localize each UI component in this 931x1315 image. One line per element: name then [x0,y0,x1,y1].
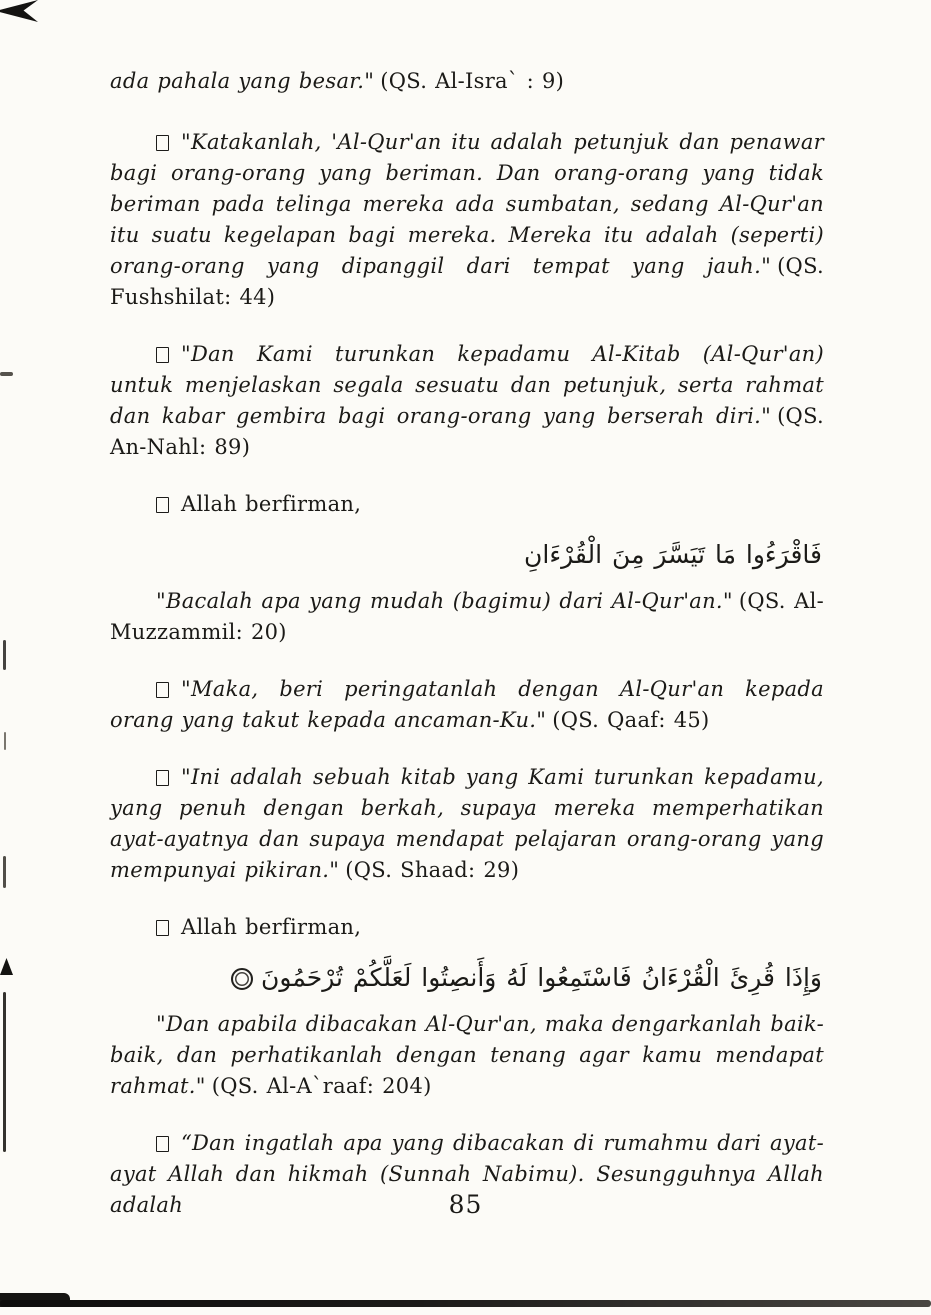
quote-paragraph-fushshilat [110,127,824,313]
quote-reference: (QS. Fushshilat: 44) [110,254,824,309]
quote-paragraph-shaad [110,762,824,886]
bullet-square-icon [156,920,169,936]
bullet-square-icon [156,770,169,786]
quote-paragraph-annahl [110,339,824,463]
quote-reference: (QS. Al-A`raaf: 204) [211,1074,432,1098]
arabic-verse-muzzammil [110,534,824,576]
bullet-square-icon [156,1136,169,1152]
page-number: 85 [448,1190,483,1219]
quote-paragraph-qaaf [110,674,824,736]
scan-artifact-tick-2 [4,732,6,750]
quote-text: "Katakanlah, 'Al-Qur'an itu adalah petunjuk dan penawar bagi orang-orang yang beriman. Dan orang-orang yang tidak beriman pada telinga mereka ada sumbatan, sedang Al-Qur'an itu suatu kegelapan bagi mereka. Mereka itu adalah (seperti) orang-orang yang dipanggil dari tempat yang jauh." [110,130,824,278]
arabic-verse-alaraaf [110,957,824,999]
quote-paragraph-muzzammil [110,586,824,648]
bullet-square-icon [156,497,169,513]
bullet-square-icon [156,135,169,151]
quote-paragraph-alaraaf [110,1009,824,1102]
scan-artifact-tick-3 [3,856,6,888]
quote-text: "Maka, beri peringatanlah dengan Al-Qur'an kepada orang yang takut kepada ancaman-Ku." [110,677,824,732]
quote-reference: (QS. Al-Isra` : 9) [380,69,565,93]
quote-reference: (QS. Qaaf: 45) [552,708,710,732]
quote-text: ada pahala yang besar." [110,69,375,93]
quote-text: "Dan apabila dibacakan Al-Qur'an, maka dengarkanlah baik-baik, dan perhatikanlah dengan tenang agar kamu mendapat rahmat." [110,1012,824,1098]
quote-reference: (QS. Al-Muzzammil: 20) [110,589,824,644]
quote-reference: (QS. An-Nahl: 89) [110,404,824,459]
quote-text: “Dan ingatlah apa yang dibacakan di rumahmu dari ayat-ayat Allah dan hikmah (Sunnah Nabimu). Sesungguhnya Allah adalah [110,1131,824,1217]
intro-allah-berfirman-2 [110,912,824,943]
intro-text: Allah berfirman, [181,492,362,516]
paragraph-opening [110,66,824,97]
arabic-text: فَاقْرَءُوا مَا تَيَسَّرَ مِنَ الْقُرْءَانِ [524,540,822,569]
quote-text: "Ini adalah sebuah kitab yang Kami turunkan kepadamu, yang penuh dengan berkah, supaya mereka memperhatikan ayat-ayatnya dan supaya mendapat pelajaran orang-orang yang mempunyai pikiran." [110,765,824,882]
scan-artifact-dash-left [0,372,13,376]
arabic-text: وَإِذَا قُرِئَ الْقُرْءَانُ فَاسْتَمِعُوا لَهُ وَأَنصِتُوا لَعَلَّكُمْ تُرْحَمُونَ [261,963,822,992]
scan-artifact-arrow-top-left-icon [0,0,38,22]
page-content [110,66,824,1247]
quote-reference: (QS. Shaad: 29) [345,858,520,882]
intro-text: Allah berfirman, [181,915,362,939]
scan-artifact-arrow-left-icon [0,958,13,975]
intro-allah-berfirman-1 [110,489,824,520]
quote-text: "Dan Kami turunkan kepadamu Al-Kitab (Al-Qur'an) untuk menjelaskan segala sesuatu dan petunjuk, serta rahmat dan kabar gembira bagi orang-orang yang berserah diri." [110,342,824,428]
scan-artifact-vertical-line [3,992,6,1152]
scan-artifact-tick-1 [3,640,6,670]
scan-artifact-bottom-edge [0,1300,931,1307]
ayah-end-marker-icon [231,968,253,990]
bullet-square-icon [156,347,169,363]
bullet-square-icon [156,682,169,698]
quote-text: "Bacalah apa yang mudah (bagimu) dari Al-Qur'an." [156,589,733,613]
